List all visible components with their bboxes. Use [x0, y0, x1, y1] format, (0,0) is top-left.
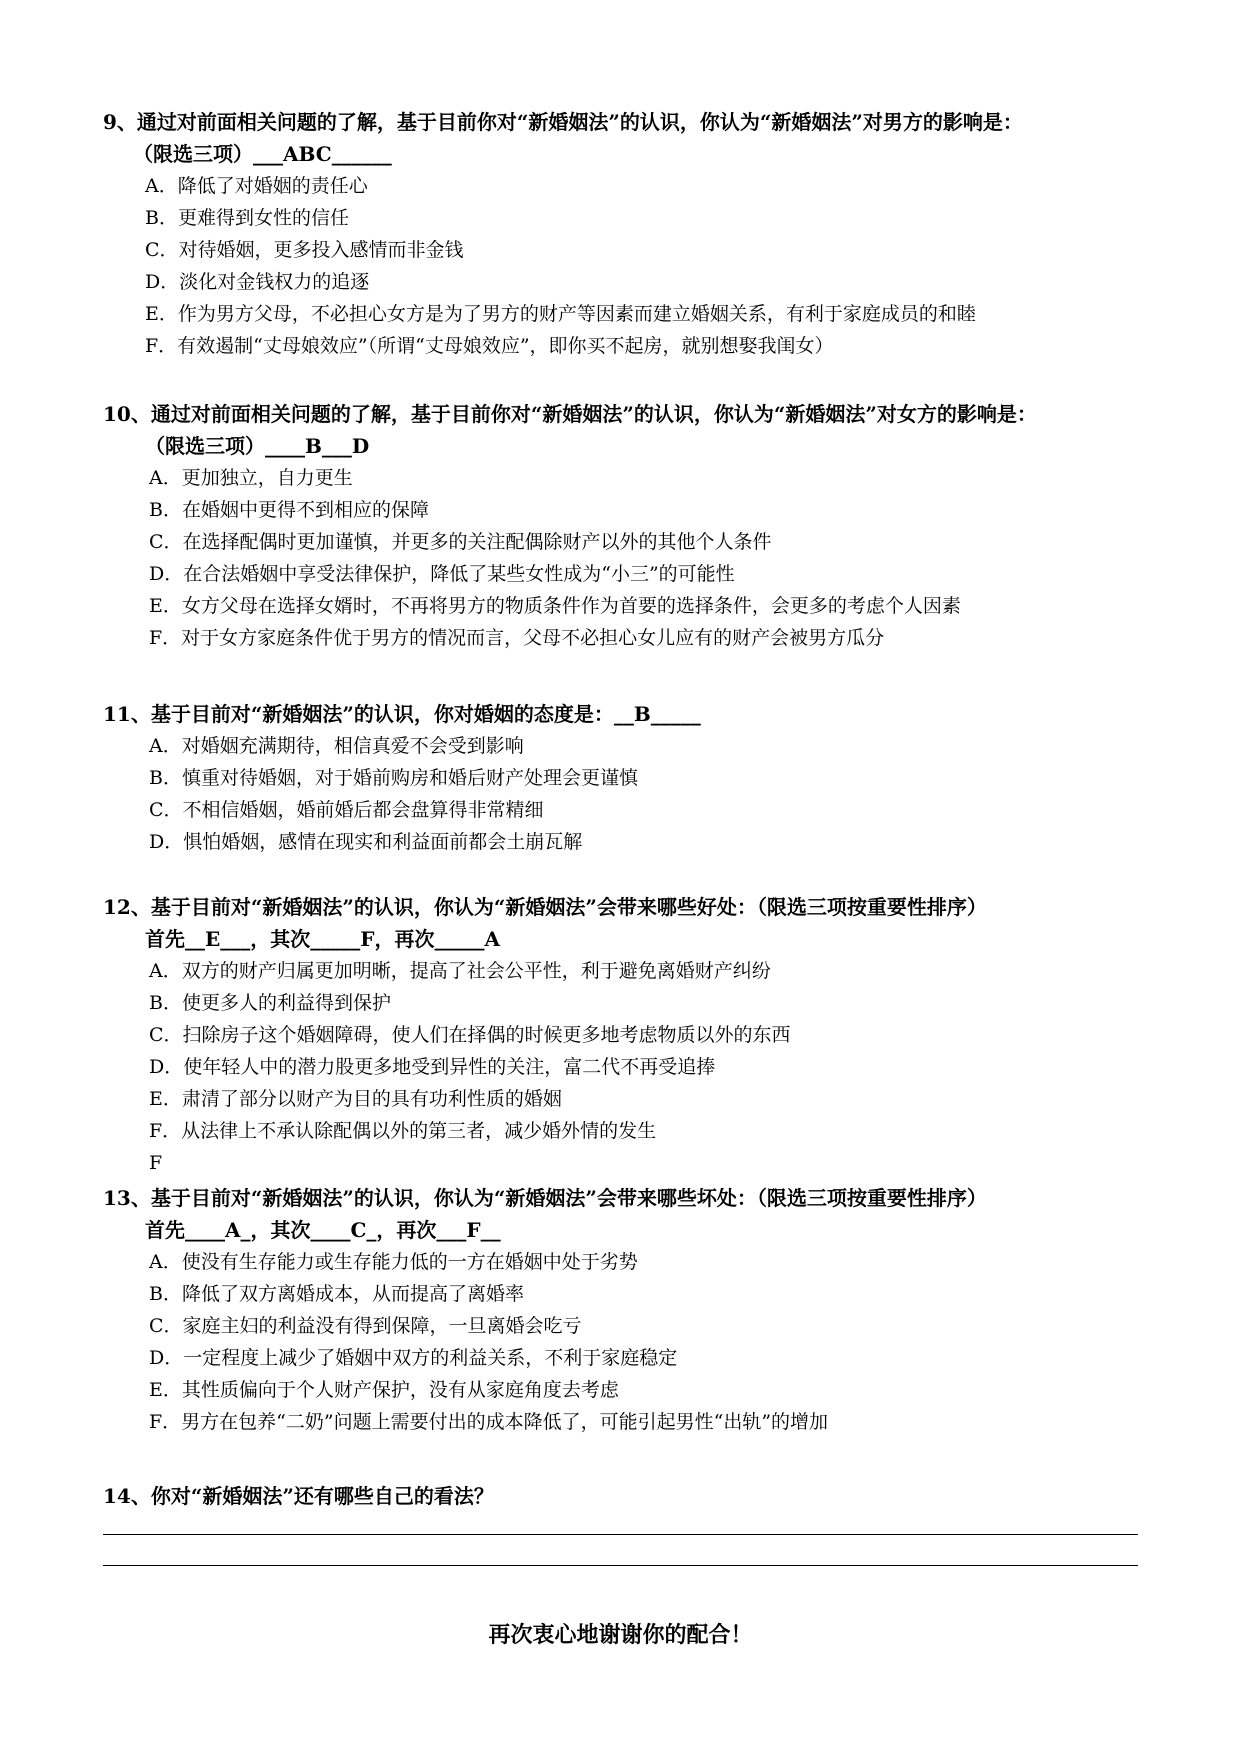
- option-a: A．使没有生存能力或生存能力低的一方在婚姻中处于劣势: [149, 1251, 638, 1273]
- option-c: C．家庭主妇的利益没有得到保障，一旦离婚会吃亏: [149, 1315, 582, 1337]
- answer-line: （限选三项）____B___D: [145, 434, 370, 458]
- option-f: F．有效遏制“丈母娘效应”（所谓“丈母娘效应”，即你买不起房，就别想娶我闺女）: [145, 335, 834, 357]
- question-11: [103, 698, 1148, 858]
- option-c: C．扫除房子这个婚姻障碍，使人们在择偶的时候更多地考虑物质以外的东西: [149, 1024, 791, 1046]
- question-title: 12、基于目前对“新婚姻法”的认识，你认为“新婚姻法”会带来哪些好处：（限选三项按重要性排序）: [103, 895, 987, 919]
- question-13: [103, 1182, 1148, 1438]
- answer-blank-line-2[interactable]: [103, 1565, 1138, 1566]
- answer-line: 首先__E___，其次_____F，再次_____A: [145, 927, 500, 951]
- option-a: A．降低了对婚姻的责任心: [145, 175, 368, 197]
- option-d: D．一定程度上减少了婚姻中双方的利益关系，不利于家庭稳定: [149, 1347, 678, 1369]
- option-e: E．作为男方父母，不必担心女方是为了男方的财产等因素而建立婚姻关系，有利于家庭成员的和睦: [145, 303, 976, 325]
- option-a: A．更加独立，自力更生: [149, 467, 353, 489]
- question-9: [103, 106, 1148, 362]
- question-title: 10、通过对前面相关问题的了解，基于目前你对“新婚姻法”的认识，你认为“新婚姻法”对女方的影响是：: [103, 402, 1037, 426]
- answer-line: 首先____A_，其次____C_，再次___F__: [145, 1218, 501, 1242]
- option-d: D．淡化对金钱权力的追逐: [145, 271, 370, 293]
- option-c: C．对待婚姻，更多投入感情而非金钱: [145, 239, 464, 261]
- option-f: F．从法律上不承认除配偶以外的第三者，减少婚外情的发生: [149, 1120, 657, 1142]
- question-12: [103, 891, 1148, 1179]
- option-b: B．使更多人的利益得到保护: [149, 992, 391, 1014]
- option-f: F．对于女方家庭条件优于男方的情况而言，父母不必担心女儿应有的财产会被男方瓜分: [149, 627, 885, 649]
- question-title: 9、通过对前面相关问题的了解，基于目前你对“新婚姻法”的认识，你认为“新婚姻法”对男方的影响是：: [103, 110, 1023, 134]
- question-title: 14、你对“新婚姻法”还有哪些自己的看法？: [103, 1484, 494, 1508]
- option-b: B．慎重对待婚姻，对于婚前购房和婚后财产处理会更谨慎: [149, 767, 638, 789]
- option-e: E．其性质偏向于个人财产保护，没有从家庭角度去考虑: [149, 1379, 619, 1401]
- option-e: E．肃清了部分以财产为目的具有功利性质的婚姻: [149, 1088, 562, 1110]
- question-title: 11、基于目前对“新婚姻法”的认识，你对婚姻的态度是：__B_____: [103, 702, 701, 726]
- option-c: C．不相信婚姻，婚前婚后都会盘算得非常精细: [149, 799, 544, 821]
- option-c: C．在选择配偶时更加谨慎，并更多的关注配偶除财产以外的其他个人条件: [149, 531, 772, 553]
- closing-message: 再次衷心地谢谢你的配合！: [488, 1622, 753, 1648]
- option-d: D．惧怕婚姻，感情在现实和利益面前都会土崩瓦解: [149, 831, 583, 853]
- option-d: D．在合法婚姻中享受法律保护，降低了某些女性成为“小三”的可能性: [149, 563, 735, 585]
- stray-answer-text: F: [149, 1152, 163, 1174]
- option-f: F．男方在包养“二奶”问题上需要付出的成本降低了，可能引起男性“出轨”的增加: [149, 1411, 829, 1433]
- answer-blank-line-1[interactable]: [103, 1534, 1138, 1535]
- option-b: B．更难得到女性的信任: [145, 207, 349, 229]
- option-b: B．在婚姻中更得不到相应的保障: [149, 499, 429, 521]
- answer-line: （限选三项）___ABC______: [133, 142, 392, 166]
- question-title: 13、基于目前对“新婚姻法”的认识，你认为“新婚姻法”会带来哪些坏处：（限选三项按重要性排序）: [103, 1186, 987, 1210]
- option-b: B．降低了双方离婚成本，从而提高了离婚率: [149, 1283, 524, 1305]
- option-e: E．女方父母在选择女婿时，不再将男方的物质条件作为首要的选择条件，会更多的考虑个人因素: [149, 595, 961, 617]
- question-14: [103, 1480, 1148, 1512]
- option-a: A．双方的财产归属更加明晰，提高了社会公平性，利于避免离婚财产纠纷: [149, 960, 771, 982]
- question-10: [103, 398, 1148, 654]
- option-a: A．对婚姻充满期待，相信真爱不会受到影响: [149, 735, 524, 757]
- option-d: D．使年轻人中的潜力股更多地受到异性的关注，富二代不再受追捧: [149, 1056, 716, 1078]
